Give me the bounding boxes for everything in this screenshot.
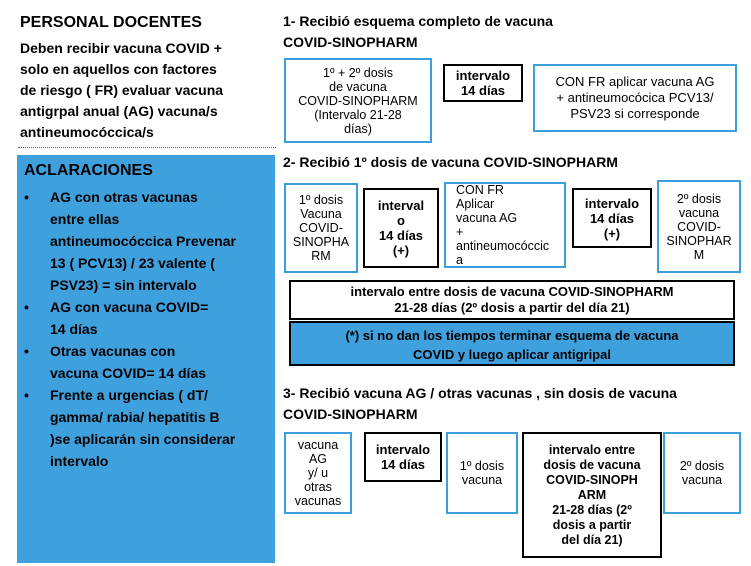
s2-interval-box-1: interval o 14 días (+)	[363, 188, 439, 268]
s2-blue-note: (*) si no dan los tiempos terminar esquema de vacuna COVID y luego aplicar antigripal	[289, 321, 735, 366]
bullet-item	[24, 384, 270, 472]
s3-first-dose-box: 1º dosis vacuna	[446, 432, 518, 514]
s3-interval-note-box: intervalo entre dosis de vacuna COVID-SINOPH ARM 21-28 días (2º dosis a partir del día 21)	[522, 432, 662, 558]
s3-second-dose-box: 2º dosis vacuna	[663, 432, 741, 514]
s3-interval-box: intervalo 14 días	[364, 432, 442, 482]
s1-interval-box: intervalo 14 días	[443, 64, 523, 102]
s2-first-dose-box: 1º dosis Vacuna COVID- SINOPHA RM	[284, 183, 358, 273]
left-intro: Deben recibir vacuna COVID + solo en aquellos con factores de riesgo ( FR) evaluar vacuna antigrpal anual (AG) vacuna/s antineumocóccica/s	[20, 40, 224, 140]
s1-completed-doses-box: 1º + 2º dosis de vacuna COVID-SINOPHARM (Intervalo 21-28 días)	[284, 58, 432, 143]
bullet-text: AG con otras vacunas entre ellas antineumocóccica Prevenar 13 ( PCV13) / 23 valente ( PSV23) = sin intervalo	[50, 189, 236, 293]
bullet-symbol: •	[24, 189, 29, 205]
bullet-symbol: •	[24, 387, 29, 403]
left-title: PERSONAL DOCENTES	[20, 14, 202, 31]
s3-ag-box: vacuna AG y/ u otras vacunas	[284, 432, 352, 514]
aclaraciones-title: ACLARACIONES	[24, 162, 153, 179]
red-underline	[18, 147, 276, 148]
s2-interval-note: intervalo entre dosis de vacuna COVID-SINOPHARM 21-28 días (2º dosis a partir del día 21)	[289, 280, 735, 320]
s2-interval-box-2: intervalo 14 días (+)	[572, 188, 652, 248]
bullet-text: AG con vacuna COVID= 14 días	[50, 299, 209, 337]
aclaraciones-list	[24, 186, 270, 472]
s1-fr-box: CON FR aplicar vacuna AG + antineumocócica PCV13/ PSV23 si corresponde	[533, 64, 737, 132]
bullet-text: Frente a urgencias ( dT/ gamma/ rabia/ hepatitis B )se aplicarán sin considerar intervalo	[50, 387, 236, 469]
s2-second-dose-box: 2º dosis vacuna COVID- SINOPHAR M	[657, 180, 741, 273]
section-2-heading: 2- Recibió 1º dosis de vacuna COVID-SINOPHARM	[283, 154, 618, 170]
section-3-heading: 3- Recibió vacuna AG / otras vacunas , sin dosis de vacuna COVID-SINOPHARM	[283, 385, 677, 422]
aclaraciones-panel	[17, 155, 275, 563]
bullet-item	[24, 296, 270, 340]
bullet-symbol: •	[24, 343, 29, 359]
bullet-item	[24, 340, 270, 384]
bullet-symbol: •	[24, 299, 29, 315]
section-1-heading: 1- Recibió esquema completo de vacuna COVID-SINOPHARM	[283, 13, 553, 50]
bullet-item	[24, 186, 270, 296]
s2-fr-box: CON FR Aplicar vacuna AG + antineumocóccic a	[444, 182, 566, 268]
bullet-text: Otras vacunas con vacuna COVID= 14 días	[50, 343, 207, 381]
